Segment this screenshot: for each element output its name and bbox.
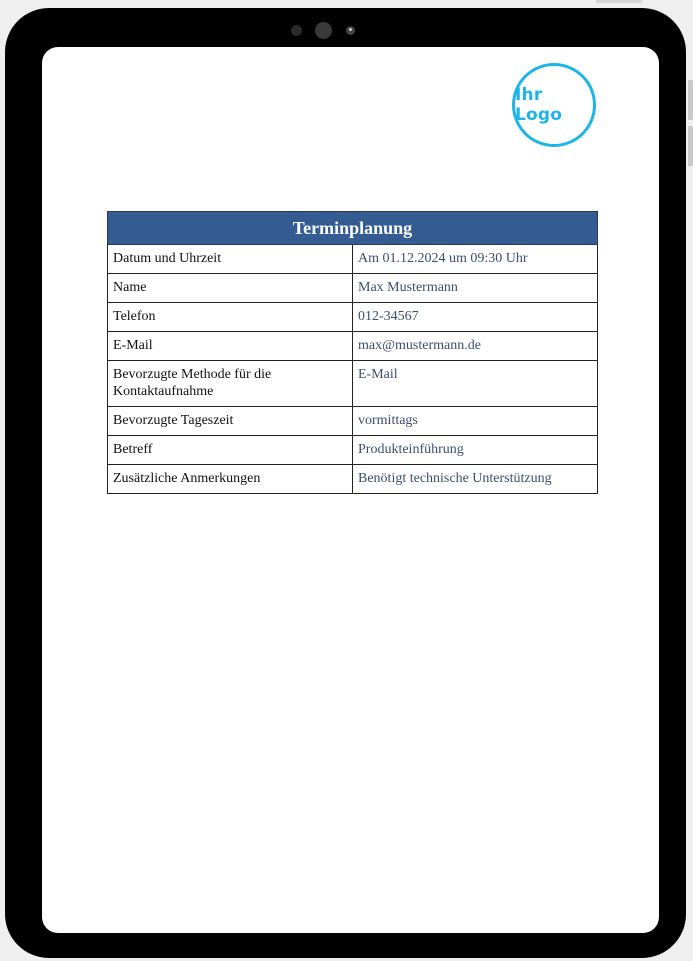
appointment-table	[107, 211, 598, 494]
top-bar-stub	[596, 0, 642, 3]
row-label-email: E-Mail	[108, 332, 353, 361]
table-row	[108, 361, 598, 407]
table-row	[108, 436, 598, 465]
row-value-phone: 012-34567	[353, 303, 598, 332]
row-label-name: Name	[108, 274, 353, 303]
table-row	[108, 274, 598, 303]
logo	[512, 63, 596, 147]
row-value-name: Max Mustermann	[353, 274, 598, 303]
row-value-email: max@mustermann.de	[353, 332, 598, 361]
table-row	[108, 407, 598, 436]
screen	[42, 47, 659, 933]
logo-text: Ihr Logo	[515, 85, 563, 125]
row-label-contact-method: Bevorzugte Methode für die Kontaktaufnahme	[108, 361, 353, 407]
sensor-icon	[291, 25, 302, 36]
tablet-frame	[5, 8, 686, 958]
table-row	[108, 245, 598, 274]
table-row	[108, 332, 598, 361]
row-label-notes: Zusätzliche Anmerkungen	[108, 465, 353, 494]
table-title: Terminplanung	[108, 212, 598, 245]
row-label-time-of-day: Bevorzugte Tageszeit	[108, 407, 353, 436]
row-value-datetime: Am 01.12.2024 um 09:30 Uhr	[353, 245, 598, 274]
row-label-datetime: Datum und Uhrzeit	[108, 245, 353, 274]
row-value-notes: Benötigt technische Unterstützung	[353, 465, 598, 494]
row-label-phone: Telefon	[108, 303, 353, 332]
table-row	[108, 303, 598, 332]
row-value-subject: Produkteinführung	[353, 436, 598, 465]
volume-up-button[interactable]	[688, 80, 693, 120]
front-camera-icon	[315, 22, 332, 39]
table-row	[108, 465, 598, 494]
camera-lens-icon	[346, 26, 355, 35]
row-label-subject: Betreff	[108, 436, 353, 465]
volume-down-button[interactable]	[688, 126, 693, 166]
row-value-time-of-day: vormittags	[353, 407, 598, 436]
row-value-contact-method: E-Mail	[353, 361, 598, 407]
